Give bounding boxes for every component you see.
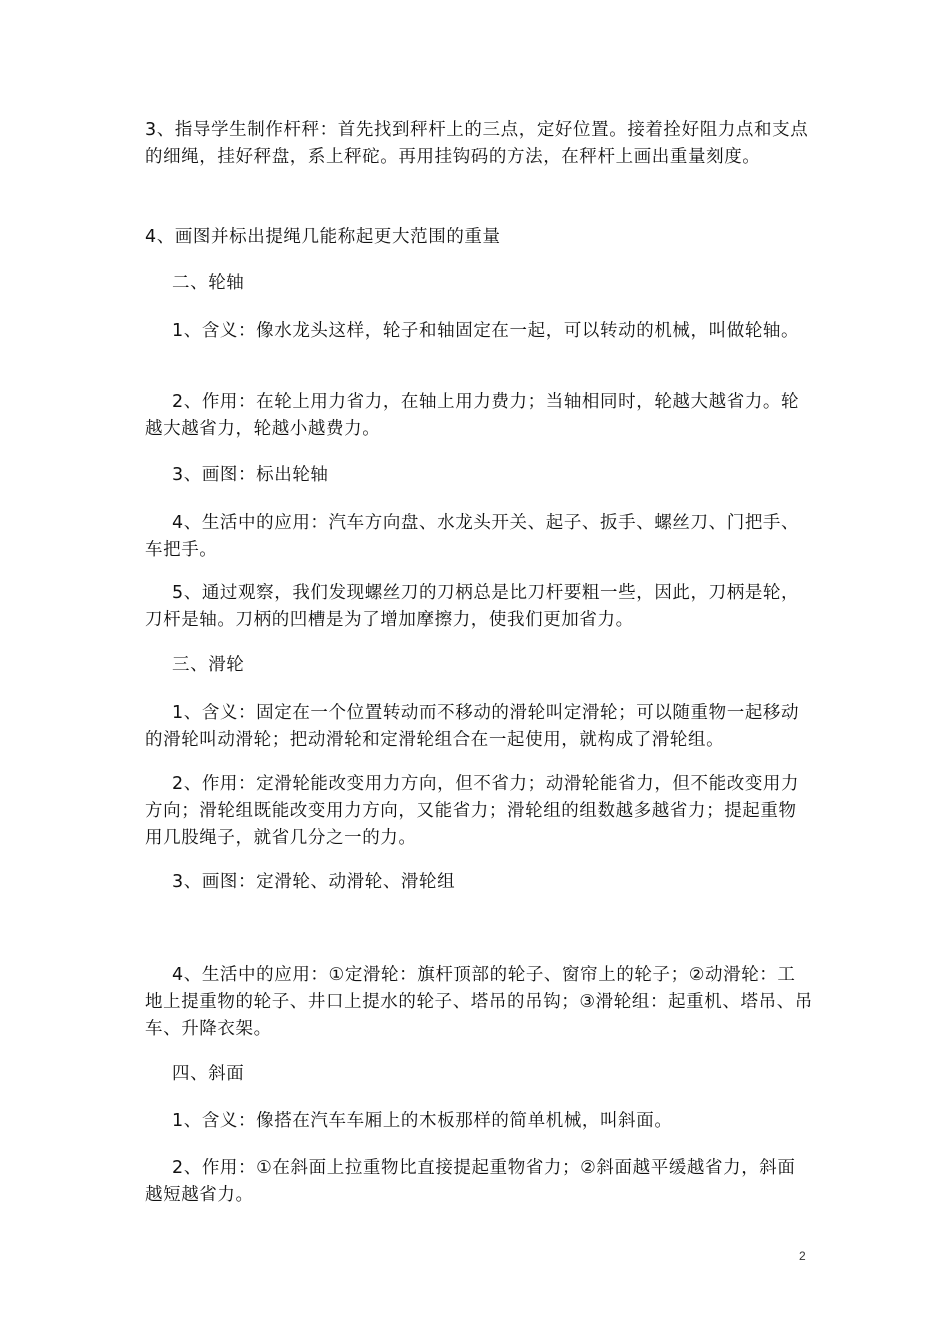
heading-pulley: 三、滑轮	[172, 655, 245, 675]
paragraph-pulley-drawing: 3、画图：定滑轮、动滑轮、滑轮组	[172, 872, 456, 892]
paragraph-inclined-plane-function: 2、作用：①在斜面上拉重物比直接提起重物省力；②斜面越平缓越省力，斜面越短越省力。	[145, 1158, 796, 1205]
paragraph-wheel-axle-drawing: 3、画图：标出轮轴	[172, 465, 329, 485]
heading-wheel-axle: 二、轮轴	[172, 273, 245, 293]
paragraph-wheel-axle-meaning: 1、含义：像水龙头这样，轮子和轴固定在一起，可以转动的机械，叫做轮轴。	[172, 321, 800, 341]
page-number: 2	[799, 1249, 806, 1263]
paragraph-wheel-axle-applications: 4、生活中的应用：汽车方向盘、水龙头开关、起子、扳手、螺丝刀、门把手、车把手。	[145, 513, 800, 560]
heading-inclined-plane: 四、斜面	[172, 1064, 245, 1084]
paragraph-pulley-function: 2、作用：定滑轮能改变用力方向，但不省力；动滑轮能省力，但不能改变用力方向；滑轮组既能改变用力方向，又能省力；滑轮组的组数越多越省力；提起重物用几股绳子，就省几分之一的力。	[145, 774, 800, 848]
paragraph-screwdriver-observation: 5、通过观察，我们发现螺丝刀的刀柄总是比刀杆要粗一些，因此，刀柄是轮，刀杆是轴。刀柄的凹槽是为了增加摩擦力，使我们更加省力。	[145, 583, 800, 630]
paragraph-pulley-applications: 4、生活中的应用：①定滑轮：旗杆顶部的轮子、窗帘上的轮子；②动滑轮：工地上提重物的轮子、井口上提水的轮子、塔吊的吊钩；③滑轮组：起重机、塔吊、吊车、升降衣架。	[145, 965, 813, 1039]
paragraph-pulley-meaning: 1、含义：固定在一个位置转动而不移动的滑轮叫定滑轮；可以随重物一起移动的滑轮叫动滑轮；把动滑轮和定滑轮组合在一起使用，就构成了滑轮组。	[145, 703, 800, 750]
paragraph-draw-lift-rope: 4、画图并标出提绳几能称起更大范围的重量	[145, 227, 501, 247]
paragraph-wheel-axle-function: 2、作用：在轮上用力省力，在轴上用力费力；当轴相同时，轮越大越省力。轮越大越省力，轮越小越费力。	[145, 392, 800, 439]
paragraph-steelyard-making: 3、指导学生制作杆秤：首先找到秤杆上的三点，定好位置。接着拴好阻力点和支点的细绳，挂好秤盘，系上秤砣。再用挂钩码的方法，在秤杆上画出重量刻度。	[145, 120, 809, 167]
paragraph-inclined-plane-meaning: 1、含义：像搭在汽车车厢上的木板那样的简单机械，叫斜面。	[172, 1111, 673, 1131]
